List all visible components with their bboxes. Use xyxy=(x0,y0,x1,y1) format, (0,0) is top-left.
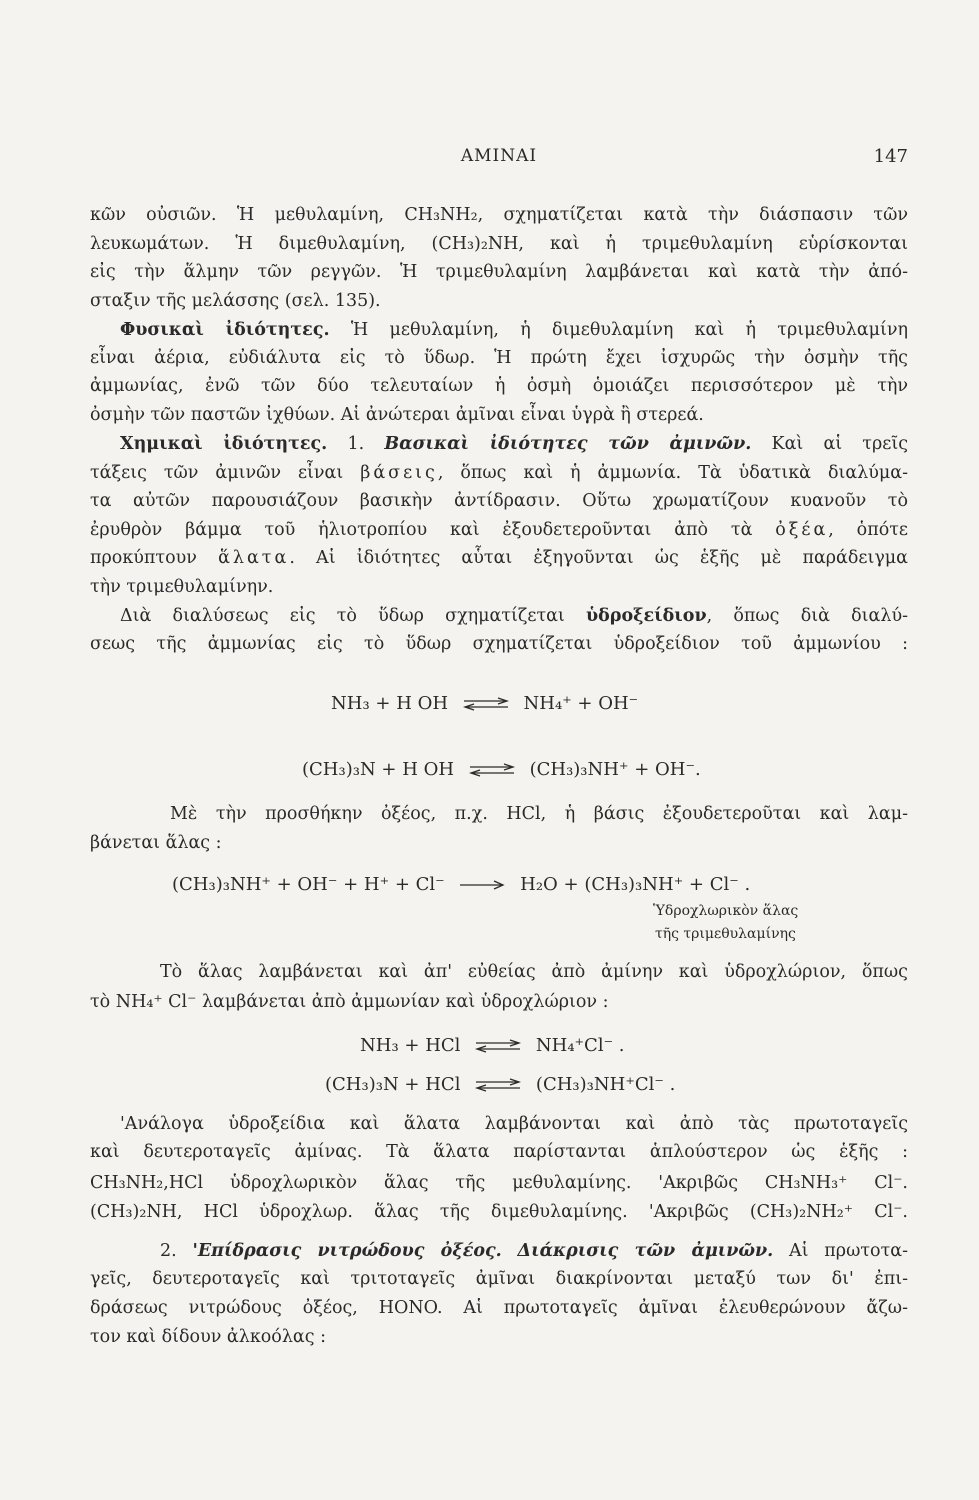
text-line: εἶναι ἀέρια, εὐδιάλυτα εἰς τὸ ὕδωρ. Ἡ πρώτη ἔχει ἰσχυρῶς τὴν ὀσμὴν τῆς xyxy=(90,348,908,368)
text-span: . Αἱ ἰδιότητες αὗται ἐξηγοῦνται ὡς ἑξῆς μὲ παράδειγμα xyxy=(289,548,908,568)
text-line: CH₃NH₂,HCl ὑδροχλωρικὸν ἅλας τῆς μεθυλαμίνης. 'Ακριβῶς CH₃NH₃⁺ Cl⁻. xyxy=(90,1173,908,1193)
text-span: , ὁπότε xyxy=(828,520,908,540)
section-chemical-properties xyxy=(120,433,908,455)
text-span: Ἡ μεθυλαμίνη, ἡ διμεθυλαμίνη καὶ ἡ τριμεθυλαμίνη xyxy=(329,320,908,340)
text-line: βάνεται ἅλας : xyxy=(90,833,222,853)
text-span: , ὅπως διὰ διαλύ- xyxy=(706,606,908,626)
text-line: τον καὶ δίδουν ἀλκοόλας : xyxy=(90,1327,326,1347)
equilibrium-arrow-icon xyxy=(462,697,510,711)
equation-right: NH₄⁺ + OH⁻ xyxy=(523,693,639,714)
section-physical-properties xyxy=(120,319,908,341)
equation-left: (CH₃)₃N + HCl xyxy=(325,1074,461,1095)
text-span: τάξεις τῶν ἀμινῶν εἶναι xyxy=(90,463,361,483)
equation-left: NH₃ + HCl xyxy=(360,1035,461,1056)
text-span: 1. xyxy=(327,434,385,454)
text-line xyxy=(90,462,908,484)
equilibrium-arrow-icon xyxy=(468,763,516,777)
text-line: δράσεως νιτρώδους ὀξέος, HONO. Αἱ πρωτοταγεῖς ἀμῖναι ἐλευθερώνουν ἄζω- xyxy=(90,1298,908,1318)
text-line: Μὲ τὴν προσθήκην ὀξέος, π.χ. HCl, ἡ βάσις ἐξουδετεροῦται καὶ λαμ- xyxy=(170,804,908,824)
running-title: ΑΜΙΝΑΙ xyxy=(460,146,538,166)
text-line: 'Ανάλογα ὑδροξείδια καὶ ἅλατα λαμβάνονται καὶ ἀπὸ τὰς πρωτοταγεῖς xyxy=(120,1114,908,1134)
text-span: 2. xyxy=(160,1241,193,1261)
equilibrium-arrow-icon xyxy=(474,1078,522,1092)
equation-right: (CH₃)₃NH⁺ + OH⁻. xyxy=(529,759,701,780)
reaction-arrow-icon xyxy=(458,878,506,892)
equation-right: NH₄⁺Cl⁻ . xyxy=(535,1035,625,1056)
text-line: ὀσμὴν τῶν παστῶν ἰχθύων. Αἱ ἀνώτεραι ἀμῖναι εἶναι ὑγρὰ ἢ στερεά. xyxy=(90,405,704,425)
equation-neutralization xyxy=(172,874,750,896)
equation-trimethylamine-hydrolysis xyxy=(302,759,701,781)
text-line xyxy=(90,547,908,569)
page-number: 147 xyxy=(873,146,908,167)
text-line: ἀμμωνίας, ἐνῶ τῶν δύο τελευταίων ἡ ὀσμὴ ὁμοιάζει περισσότερον μὲ τὴν xyxy=(90,376,908,396)
text-line: καὶ δευτεροταγεῖς ἀμίνας. Τὰ ἅλατα παρίστανται ἁπλούστερον ὡς ἑξῆς : xyxy=(90,1142,908,1162)
text-span: Καὶ αἱ τρεῖς xyxy=(751,434,908,454)
spaced-term: ἅλατα xyxy=(218,548,290,568)
spaced-term: ὀξέα xyxy=(775,520,829,540)
equation-right: H₂O + (CH₃)₃NH⁺ + Cl⁻ . xyxy=(520,874,751,895)
text-line: τὴν τριμεθυλαμίνην. xyxy=(90,577,274,597)
equation-note: τῆς τριμεθυλαμίνης xyxy=(655,926,796,942)
subsection-heading: Διάκρισις τῶν ἀμινῶν. xyxy=(517,1241,774,1261)
section-nitrous-acid xyxy=(160,1240,908,1262)
text-line: σταξιν τῆς μελάσσης (σελ. 135). xyxy=(90,291,381,311)
section-heading: Φυσικαὶ ἰδιότητες. xyxy=(120,320,330,340)
equation-ammonium-chloride xyxy=(360,1035,625,1057)
equation-trimethylammonium-chloride xyxy=(325,1074,675,1096)
section-heading: Χημικαὶ ἰδιότητες. xyxy=(120,434,328,454)
subsection-heading: 'Επίδρασις νιτρώδους ὀξέος. xyxy=(192,1241,502,1261)
equilibrium-arrow-icon xyxy=(474,1039,522,1053)
equation-left: (CH₃)₃N + H OH xyxy=(302,759,455,780)
text-line: σεως τῆς ἀμμωνίας εἰς τὸ ὕδωρ σχηματίζεται ὑδροξείδιον τοῦ ἀμμωνίου : xyxy=(90,634,908,654)
text-line: τὸ NH₄⁺ Cl⁻ λαμβάνεται ἀπὸ ἀμμωνίαν καὶ ὑδροχλώριον : xyxy=(90,992,609,1012)
equation-ammonia-hydrolysis xyxy=(331,693,638,715)
text-line: τα αὐτῶν παρουσιάζουν βασικὴν ἀντίδρασιν. Οὕτω χρωματίζουν κυανοῦν τὸ xyxy=(90,491,908,511)
spaced-term: βάσεις xyxy=(360,463,438,483)
text-line xyxy=(90,519,908,541)
text-line: γεῖς, δευτεροταγεῖς καὶ τριτοταγεῖς ἀμῖναι διακρίνονται μεταξύ των δι' ἐπι- xyxy=(90,1269,908,1289)
text-span: , ὅπως καὶ ἡ ἀμμωνία. Τὰ ὑδατικὰ διαλύμα- xyxy=(437,463,908,483)
text-line: εἰς τὴν ἅλμην τῶν ρεγγῶν. Ἡ τριμεθυλαμίνη λαμβάνεται καὶ κατὰ τὴν ἀπό- xyxy=(90,262,908,282)
text-span: Διὰ διαλύσεως εἰς τὸ ὕδωρ σχηματίζεται xyxy=(120,606,587,626)
text-line: λευκωμάτων. Ἡ διμεθυλαμίνη, (CH₃)₂NH, καὶ ἡ τριμεθυλαμίνη εὑρίσκονται xyxy=(90,234,908,254)
subsection-heading: Βασικαὶ ἰδιότητες τῶν ἀμινῶν. xyxy=(384,434,752,454)
text-line: κῶν οὐσιῶν. Ἡ μεθυλαμίνη, CH₃NH₂, σχηματίζεται κατὰ τὴν διάσπασιν τῶν xyxy=(90,205,908,225)
bold-term: ὑδροξείδιον xyxy=(586,606,707,626)
equation-right: (CH₃)₃NH⁺Cl⁻ . xyxy=(535,1074,676,1095)
text-span: Αἱ πρωτοτα- xyxy=(773,1241,908,1261)
equation-left: NH₃ + H OH xyxy=(331,693,449,714)
text-span: ἐρυθρὸν βάμμα τοῦ ἡλιοτροπίου καὶ ἐξουδετεροῦνται ἀπὸ τὰ xyxy=(90,520,776,540)
text-line: (CH₃)₂NH, HCl ὑδροχλωρ. ἅλας τῆς διμεθυλαμίνης. 'Ακριβῶς (CH₃)₂NH₂⁺ Cl⁻. xyxy=(90,1202,908,1222)
page-header xyxy=(90,146,908,176)
text-line xyxy=(120,605,908,627)
equation-left: (CH₃)₃NH⁺ + OH⁻ + H⁺ + Cl⁻ xyxy=(172,874,445,895)
equation-note: Ὑδροχλωρικὸν ἅλας xyxy=(653,903,799,919)
text-span: προκύπτουν xyxy=(90,548,219,568)
text-line: Τὸ ἅλας λαμβάνεται καὶ ἀπ' εὐθείας ἀπὸ ἀμίνην καὶ ὑδροχλώριον, ὅπως xyxy=(160,962,908,982)
